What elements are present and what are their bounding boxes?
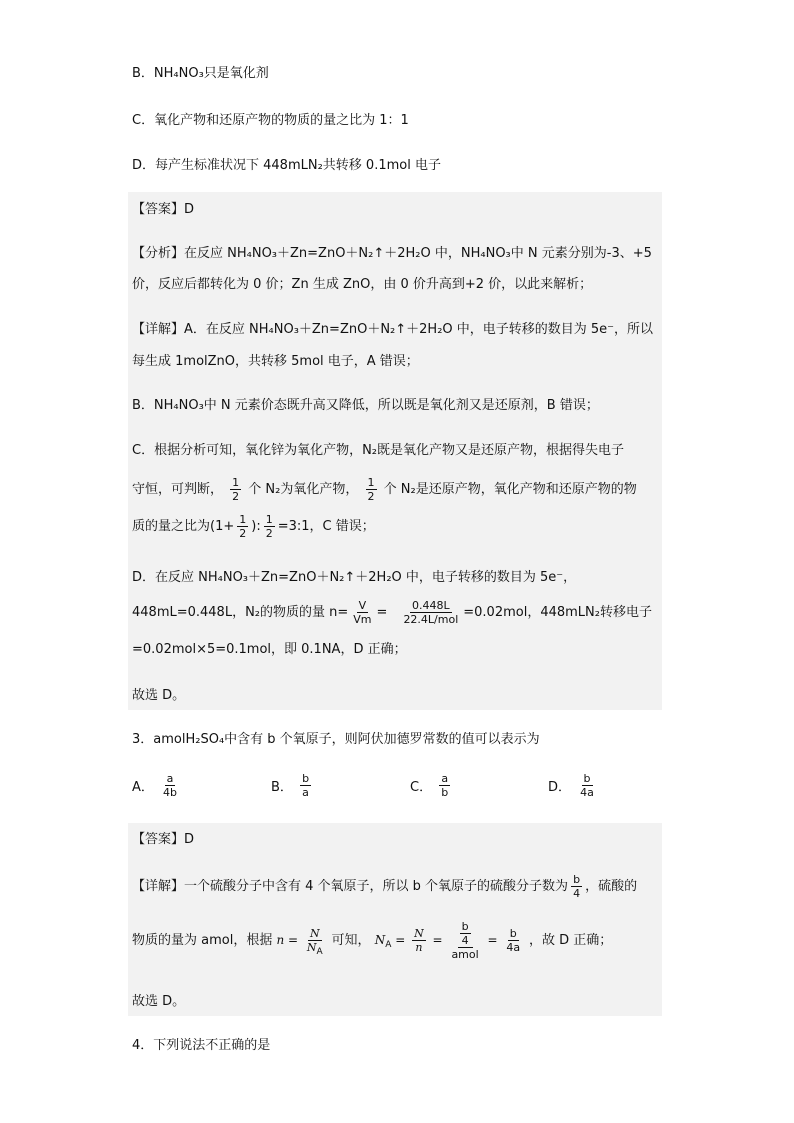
q4-stem: 4．下列说法不正确的是 [132,1038,271,1053]
text-segment: ，硫酸的 [585,879,638,894]
fraction-denominator: 22.4L/mol [403,613,459,626]
text-segment: 个 N₂为氧化产物， [248,482,359,497]
q3-detail-line2 [132,918,612,963]
fraction-numerator: a [166,772,174,785]
fraction-denominator: 4 [573,887,581,900]
fraction-numerator: 1 [265,513,273,526]
text-segment: ，故 D 正确； [528,933,613,948]
fraction-numerator: b [461,920,469,933]
text-segment: 质的量之比为(1+ [132,519,235,534]
fraction-b-over-4a [504,927,522,954]
formula-n-equals-n-over-na [276,927,331,957]
fraction-half [237,513,248,540]
text-segment: =3:1，C 错误； [277,519,375,534]
text-segment: 物质的量为 amol，根据 [132,933,273,948]
fraction-denominator: Vm [353,613,372,626]
q3-option-b [271,772,314,799]
symbol-n-capital: N [306,941,317,954]
formula-na-derivation [374,920,529,961]
option-label: A． [132,780,154,795]
fraction-numerator: V [358,599,367,612]
fraction-numerator: a [441,772,449,785]
fraction-numerator: 0.448L [412,599,450,612]
fraction-half [230,476,241,503]
q2-detail-c-line3 [132,512,375,542]
q2-option-d: D．每产生标准状况下 448mLN₂共转移 0.1mol 电子 [132,158,441,173]
equals-sign: = [288,933,299,947]
option-label: B． [271,780,293,795]
q3-option-c [410,772,453,799]
q3-conclusion: 故选 D。 [132,994,186,1009]
fraction-denominator: 4a [506,941,521,954]
q2-detail-c-line1: C．根据分析可知，氧化锌为氧化产物，N₂既是氧化产物又是还原产物，根据得失电子 [132,443,625,458]
fraction-b-over-4 [571,873,582,900]
q2-conclusion: 故选 D。 [132,688,186,703]
q2-option-c: C．氧化产物和还原产物的物质的量之比为 1：1 [132,113,409,128]
q2-detail-d-line3: =0.02mol×5=0.1mol，即 0.1NA，D 正确； [132,642,407,657]
fraction-numerator: b [573,873,581,886]
fraction-denominator: 4 [461,934,469,947]
fraction-denominator [305,941,325,957]
q2-option-b: B．NH₄NO₃只是氧化剂 [132,66,269,81]
text-segment: ): [251,519,261,534]
q3-option-a [132,772,182,799]
compound-fraction [449,920,480,961]
fraction-half [264,513,275,540]
q3-option-d [548,772,599,799]
fraction-numerator: b [583,772,591,785]
fraction-b-over-4 [460,920,471,947]
fraction-denominator: 2 [367,490,375,503]
fraction-denominator: 4b [163,786,178,799]
fraction-denominator: a [302,786,309,799]
fraction-numerator: N [310,927,320,940]
subscript-a: A [385,940,392,950]
fraction-v-over-vm [351,599,373,626]
q3-answer: 【答案】D [132,832,195,847]
fraction-n-over-n [412,927,426,954]
equals-sign: = [487,933,498,947]
fraction-denominator: 4a [580,786,594,799]
equals-sign: = [432,933,443,947]
option-fraction [439,772,450,799]
option-fraction [578,772,596,799]
option-fraction [161,772,179,799]
q2-detail-a-line2: 每生成 1molZnO，共转移 5mol 电子，A 错误； [132,354,419,369]
fraction-n-over-na [305,927,325,957]
fraction-numerator: N [414,927,424,940]
fraction-volume-over-molar-volume [401,599,460,626]
q2-detail-d-line2 [132,598,652,628]
q2-detail-b: B．NH₄NO₃中 N 元素价态既升高又降低，所以既是氧化剂又是还原剂，B 错误； [132,398,599,413]
text-segment: 个 N₂是还原产物，氧化产物和还原产物的物 [383,482,637,497]
option-fraction [300,772,311,799]
fraction-numerator: b [509,927,517,940]
text-segment: 可知， [331,933,371,948]
option-label: C． [410,780,433,795]
q2-detail-c-line2 [132,475,637,505]
fraction-denominator: 2 [265,527,273,540]
subscript-a: A [316,947,323,957]
q2-analysis-line2: 价，反应后都转化为 0 价；Zn 生成 ZnO，由 0 价升高到+2 价，以此来解析； [132,277,593,292]
q2-detail-d-line1: D．在反应 NH₄NO₃＋Zn=ZnO＋N₂↑＋2H₂O 中，电子转移的数目为 5e⁻， [132,570,577,585]
q3-stem: 3．amolH₂SO₄中含有 b 个氧原子，则阿伏加德罗常数的值可以表示为 [132,732,540,747]
equals-sign: = [395,933,406,947]
fraction-denominator: n [415,941,423,954]
fraction-denominator: 2 [232,490,240,503]
fraction-numerator: 1 [232,476,240,489]
q2-detail-a-line1: 【详解】A．在反应 NH₄NO₃＋Zn=ZnO＋N₂↑＋2H₂O 中，电子转移的数目为 5e⁻，所以 [132,322,654,337]
text-segment: 守恒，可判断， [132,482,224,497]
symbol-n: n [276,933,285,947]
q3-detail-line1 [132,872,637,902]
fraction-numerator: 1 [239,513,247,526]
fraction-denominator: amol [451,948,479,961]
fraction-numerator [458,920,473,948]
symbol-n-capital: N [374,933,386,947]
fraction-denominator: b [441,786,449,799]
text-segment: = [376,605,388,620]
fraction-denominator: 2 [239,527,247,540]
fraction-numerator: b [302,772,310,785]
text-segment: 【详解】一个硫酸分子中含有 4 个氧原子，所以 b 个氧原子的硫酸分子数为 [132,879,569,894]
q2-analysis-line1: 【分析】在反应 NH₄NO₃＋Zn=ZnO＋N₂↑＋2H₂O 中，NH₄NO₃中 N 元素分别为-3、+5 [132,246,652,261]
q2-answer: 【答案】D [132,202,195,217]
text-segment: =0.02mol，448mLN₂转移电子 [463,605,652,620]
option-label: D． [548,780,572,795]
text-segment: 448mL=0.448L，N₂的物质的量 n= [132,605,349,620]
fraction-numerator: 1 [367,476,375,489]
fraction-half [366,476,377,503]
